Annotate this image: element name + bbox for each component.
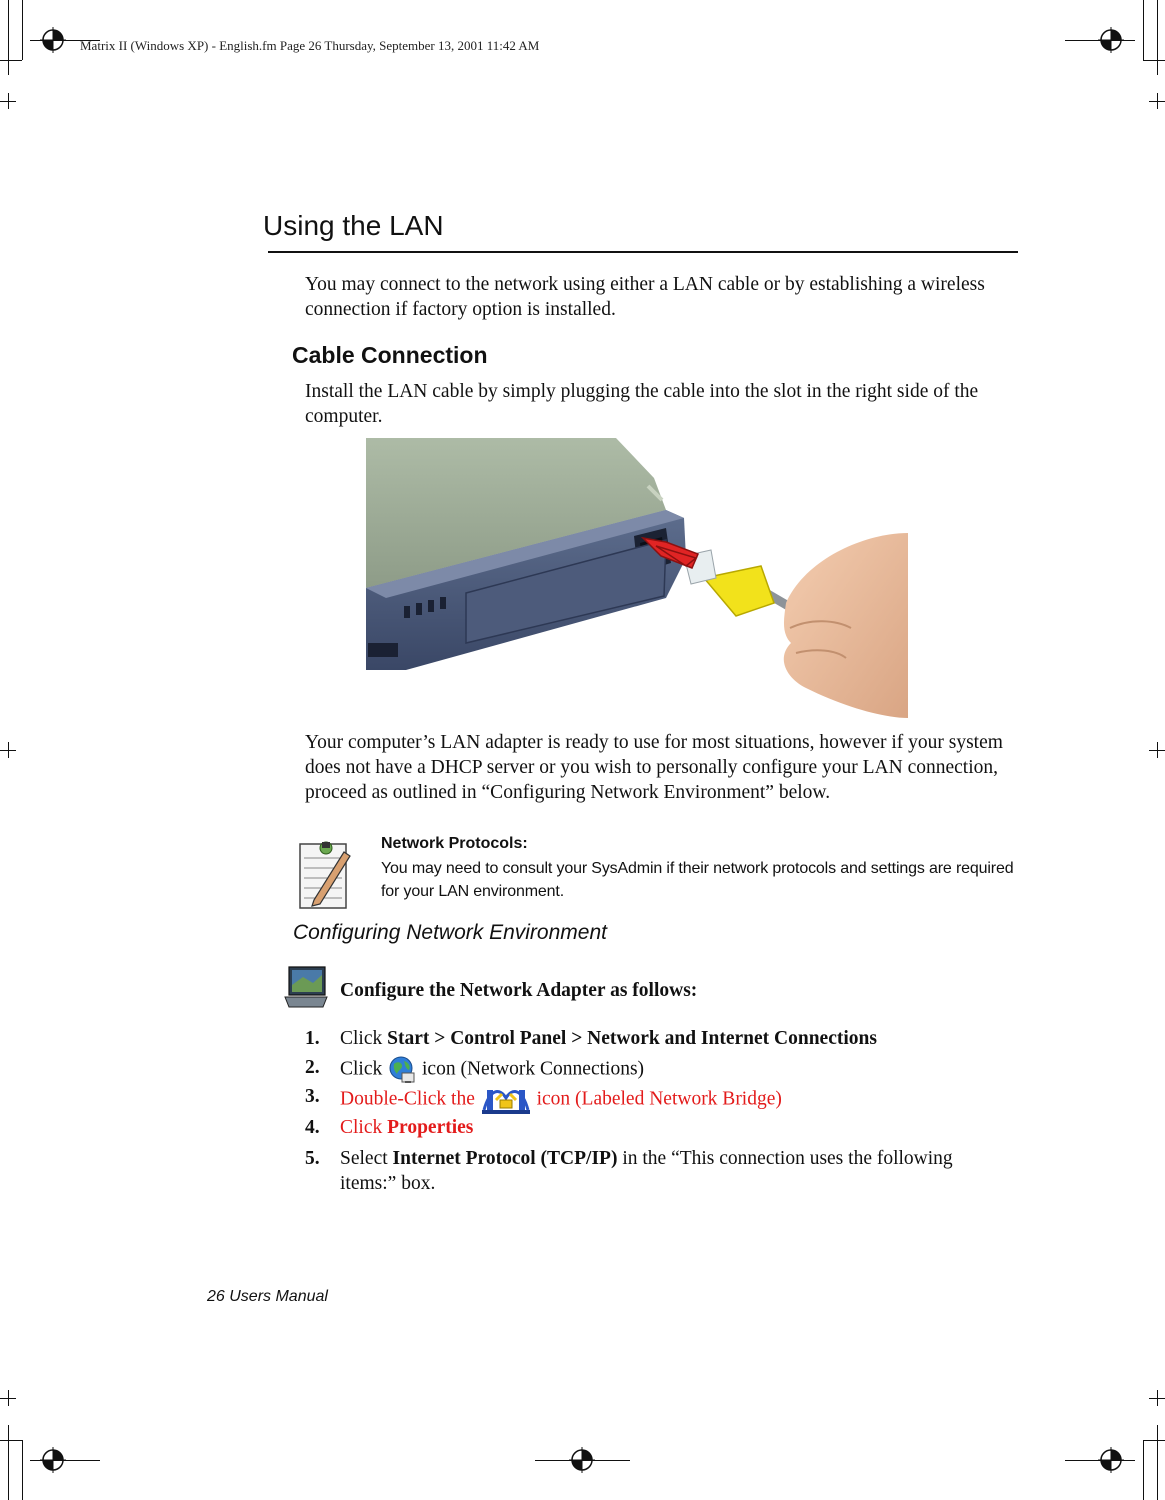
step-number: 3. <box>305 1086 320 1107</box>
registration-mark-icon <box>1098 27 1124 53</box>
cable-instructions-paragraph: Install the LAN cable by simply plugging the cable into the slot in the right side of the computer. <box>305 381 979 427</box>
properties-label: Properties <box>387 1117 474 1138</box>
registration-mark-icon <box>40 27 66 53</box>
step-number: 5. <box>305 1148 320 1169</box>
section-title: Using the LAN <box>263 210 444 241</box>
procedure-title: Configure the Network Adapter as follows: <box>340 980 698 1001</box>
document-header-slug: Matrix II (Windows XP) - English.fm Page 26 Thursday, September 13, 2001 11:42 AM <box>80 38 540 53</box>
step-text: Select <box>340 1148 393 1169</box>
lan-cable-illustration <box>366 438 908 718</box>
step-text-suffix: icon (Labeled Network Bridge) <box>531 1088 782 1110</box>
step-5-continuation: items:” box. <box>340 1173 436 1194</box>
network-connections-icon <box>387 1055 417 1085</box>
registration-mark-icon <box>1098 1447 1124 1473</box>
step-number: 1. <box>305 1028 320 1049</box>
step-text: Click <box>340 1117 388 1138</box>
step-number: 2. <box>305 1057 320 1078</box>
step-text-suffix: icon (Network Connections) <box>417 1058 645 1080</box>
laptop-procedure-icon <box>283 965 329 1011</box>
step-text: Click <box>340 1058 388 1080</box>
intro-paragraph: You may connect to the network using either a LAN cable or by establishing a wireless connection if factory option is installed. <box>305 274 985 320</box>
step-number: 4. <box>305 1117 320 1138</box>
step-text-suffix: in the “This connection uses the following <box>617 1148 953 1169</box>
lan-adapter-paragraph: Your computer’s LAN adapter is ready to use for most situations, however if your system does not have a DHCP server or you wish to personally configure your LAN connection, proceed as outlined in “Configuring Network Environment” below. <box>305 732 1003 803</box>
cable-connection-heading: Cable Connection <box>292 342 488 368</box>
title-divider <box>268 251 1018 253</box>
step-text: Click <box>340 1028 388 1049</box>
note-text: You may need to consult your SysAdmin if their network protocols and settings are required for your LAN environment. <box>381 860 1014 900</box>
registration-mark-icon <box>569 1447 595 1473</box>
step-text: Double-Click the <box>340 1088 480 1110</box>
configuring-network-heading: Configuring Network Environment <box>293 921 607 944</box>
network-bridge-icon <box>480 1084 532 1116</box>
registration-mark-icon <box>40 1447 66 1473</box>
menu-path: Start > Control Panel > Network and Internet Connections <box>387 1028 877 1049</box>
note-title: Network Protocols: <box>381 835 528 852</box>
notepad-pencil-icon <box>296 838 352 910</box>
page-footer: 26 Users Manual <box>207 1288 328 1305</box>
protocol-label: Internet Protocol (TCP/IP) <box>392 1148 618 1169</box>
